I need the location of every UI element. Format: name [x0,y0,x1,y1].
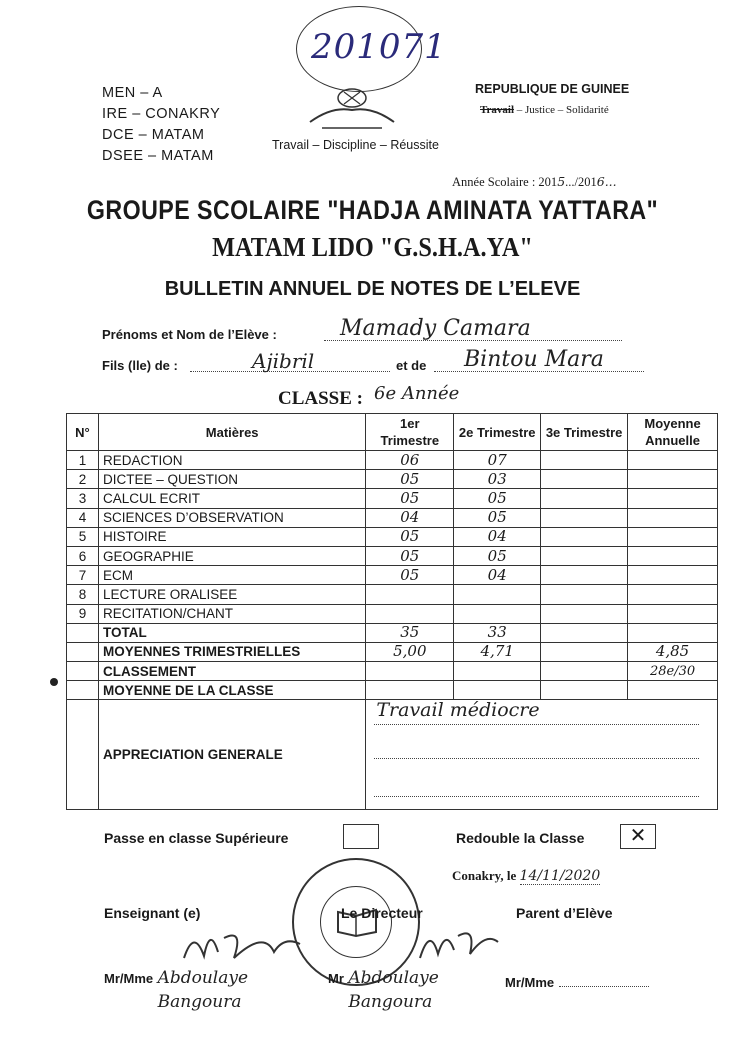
row-t1-grade: 05 [366,566,454,585]
row-subject: SCIENCES D’OBSERVATION [98,508,365,527]
appreciation-num-cell [67,700,99,810]
appreciation-line [374,796,699,797]
averages-label: MOYENNES TRIMESTRIELLES [98,642,365,661]
class-average-label: MOYENNE DE LA CLASSE [98,681,365,700]
class-average-row [67,681,718,700]
student-parents-row [102,347,647,375]
header-num: N° [67,414,99,451]
table-header-row [67,414,718,451]
table-row [67,566,718,585]
mother-value: Bintou Mara [464,347,604,372]
director-name-row [328,970,508,1014]
total-row [67,623,718,642]
row-subject: DICTEE – QUESTION [98,470,365,489]
row-annual [628,566,718,585]
repeat-check-mark: ✕ [629,825,647,847]
student-name-label: Prénoms et Nom de l’Elève : [102,327,277,342]
report-title: BULLETIN ANNUEL DE NOTES DE L’ELEVE [164,278,581,300]
row-annual [628,489,718,508]
row-t1-grade [366,604,454,623]
header-t2: 2e Trimestre [454,414,541,451]
table-row [67,527,718,546]
class-label: CLASSE : [278,388,363,409]
row-t1-grade: 04 [366,508,454,527]
appreciation-line [374,724,699,725]
row-number: 7 [67,566,99,585]
table-row [67,546,718,565]
average-t2: 4,71 [454,642,541,661]
total-t1: 35 [366,623,454,642]
row-subject: LECTURE ORALISEE [98,585,365,604]
director-signature [414,918,504,968]
header-annual-average: Moyenne Annuelle [628,414,718,451]
rank-t2 [454,662,541,681]
row-number: 1 [67,451,99,470]
parent-label-footer: Parent d’Elève [516,905,613,921]
table-row [67,585,718,604]
teacher-label: Enseignant (e) [104,905,201,921]
appreciation-label: APPRECIATION GENERALE [98,700,365,810]
school-year-label: Année Scolaire : 201 [452,175,558,189]
row-t1-grade [366,585,454,604]
class-average-num-cell [67,681,99,700]
school-year-value2: 6... [596,174,617,189]
row-subject: GEOGRAPHIE [98,546,365,565]
row-t2-grade: 04 [454,527,541,546]
director-name-label: Mr [328,971,344,986]
admin-line: MEN – A [102,85,163,101]
row-t3-grade [541,566,628,585]
table-row [67,604,718,623]
average-t3 [541,642,628,661]
republic-title: REPUBLIQUE DE GUINEE [475,82,630,96]
student-name-row [102,316,622,344]
row-subject: HISTOIRE [98,527,365,546]
row-t3-grade [541,604,628,623]
parent-label: Fils (lle) de : [102,358,178,373]
rank-t1 [366,662,454,681]
row-t1-grade: 06 [366,451,454,470]
row-t2-grade: 04 [454,566,541,585]
row-number: 3 [67,489,99,508]
row-number: 2 [67,470,99,489]
pass-checkbox[interactable] [343,824,379,849]
rank-annual: 28e/30 [628,662,718,681]
row-t3-grade [541,527,628,546]
appreciation-line [374,758,699,759]
row-t2-grade: 07 [454,451,541,470]
row-subject: CALCUL ECRIT [98,489,365,508]
average-t1: 5,00 [366,642,454,661]
row-t2-grade [454,585,541,604]
repeat-checkbox[interactable] [620,824,656,849]
row-t3-grade [541,470,628,489]
row-number: 9 [67,604,99,623]
place-label: Conakry, le [452,868,517,883]
director-label: Le Directeur [341,905,423,921]
republic-motto-rest: – Justice – Solidarité [514,104,609,116]
table-row [67,508,718,527]
row-t2-grade: 05 [454,508,541,527]
averages-num-cell [67,642,99,661]
school-year-value: 5 [557,174,566,189]
row-annual [628,508,718,527]
appreciation-row [67,700,718,810]
punch-hole-mark [50,678,58,686]
teacher-name-row [104,970,284,1014]
row-subject: ECM [98,566,365,585]
row-t2-grade [454,604,541,623]
school-location: MATAM LIDO "G.S.H.A.YA" [212,232,533,262]
row-annual [628,527,718,546]
row-annual [628,604,718,623]
admin-line: DCE – MATAM [102,127,205,143]
row-t3-grade [541,451,628,470]
table-row [67,470,718,489]
appreciation-cell [366,700,718,810]
row-t2-grade: 05 [454,489,541,508]
table-row [67,451,718,470]
parent-name-label: Mr/Mme [505,975,555,990]
teacher-name-value: Abdoulaye Bangoura [157,968,249,1012]
row-t2-grade: 05 [454,546,541,565]
row-t1-grade: 05 [366,489,454,508]
rank-num-cell [67,662,99,681]
admin-line: DSEE – MATAM [102,148,214,164]
total-num-cell [67,623,99,642]
row-annual [628,585,718,604]
row-t2-grade: 03 [454,470,541,489]
student-name-value: Mamady Camara [340,316,531,341]
row-annual [628,546,718,565]
republic-motto-struck: Travail [480,104,515,116]
class-average-t2 [454,681,541,700]
row-t3-grade [541,489,628,508]
table-row [67,489,718,508]
admin-header [102,83,220,167]
averages-row [67,642,718,661]
class-average-t3 [541,681,628,700]
pass-label: Passe en classe Supérieure [104,830,289,846]
grades-table [66,413,718,810]
repeat-label: Redouble la Classe [456,830,585,846]
director-name-value: Abdoulaye Bangoura [348,968,439,1012]
father-value: Ajibril [252,349,315,373]
class-average-t1 [366,681,454,700]
row-number: 6 [67,546,99,565]
admin-line: IRE – CONAKRY [102,106,221,122]
school-year [452,174,617,190]
rank-label: CLASSEMENT [98,662,365,681]
total-t3 [541,623,628,642]
header-t3: 3e Trimestre [541,414,628,451]
national-motto: Travail – Discipline – Réussite [272,138,439,152]
and-label: et de [396,358,427,373]
row-t3-grade [541,546,628,565]
emblem-icon [292,80,412,135]
row-subject: REDACTION [98,451,365,470]
rank-row [67,662,718,681]
average-annual: 4,85 [628,642,718,661]
header-t1: 1er Trimestre [366,414,454,451]
header-subjects: Matières [98,414,365,451]
row-annual [628,451,718,470]
date-value: 14/11/2020 [519,868,601,884]
rank-t3 [541,662,628,681]
row-number: 5 [67,527,99,546]
row-t1-grade: 05 [366,470,454,489]
teacher-name-label: Mr/Mme [104,971,154,986]
school-year-sep: .../201 [565,175,597,189]
class-row [278,385,498,411]
parent-name-row [505,974,665,992]
class-value: 6e Année [374,383,460,404]
row-subject: RECITATION/CHANT [98,604,365,623]
row-t3-grade [541,585,628,604]
row-t1-grade: 05 [366,527,454,546]
row-number: 8 [67,585,99,604]
row-t1-grade: 05 [366,546,454,565]
republic-motto [480,104,609,116]
date-row [452,868,600,884]
parent-name-line [559,986,649,987]
total-label: TOTAL [98,623,365,642]
row-t3-grade [541,508,628,527]
class-average-annual [628,681,718,700]
school-name: GROUPE SCOLAIRE "HADJA AMINATA YATTARA" [86,195,659,225]
row-annual [628,470,718,489]
total-annual [628,623,718,642]
appreciation-value: Travail médiocre [376,699,540,722]
archive-number: 201071 [311,27,447,67]
row-number: 4 [67,508,99,527]
total-t2: 33 [454,623,541,642]
